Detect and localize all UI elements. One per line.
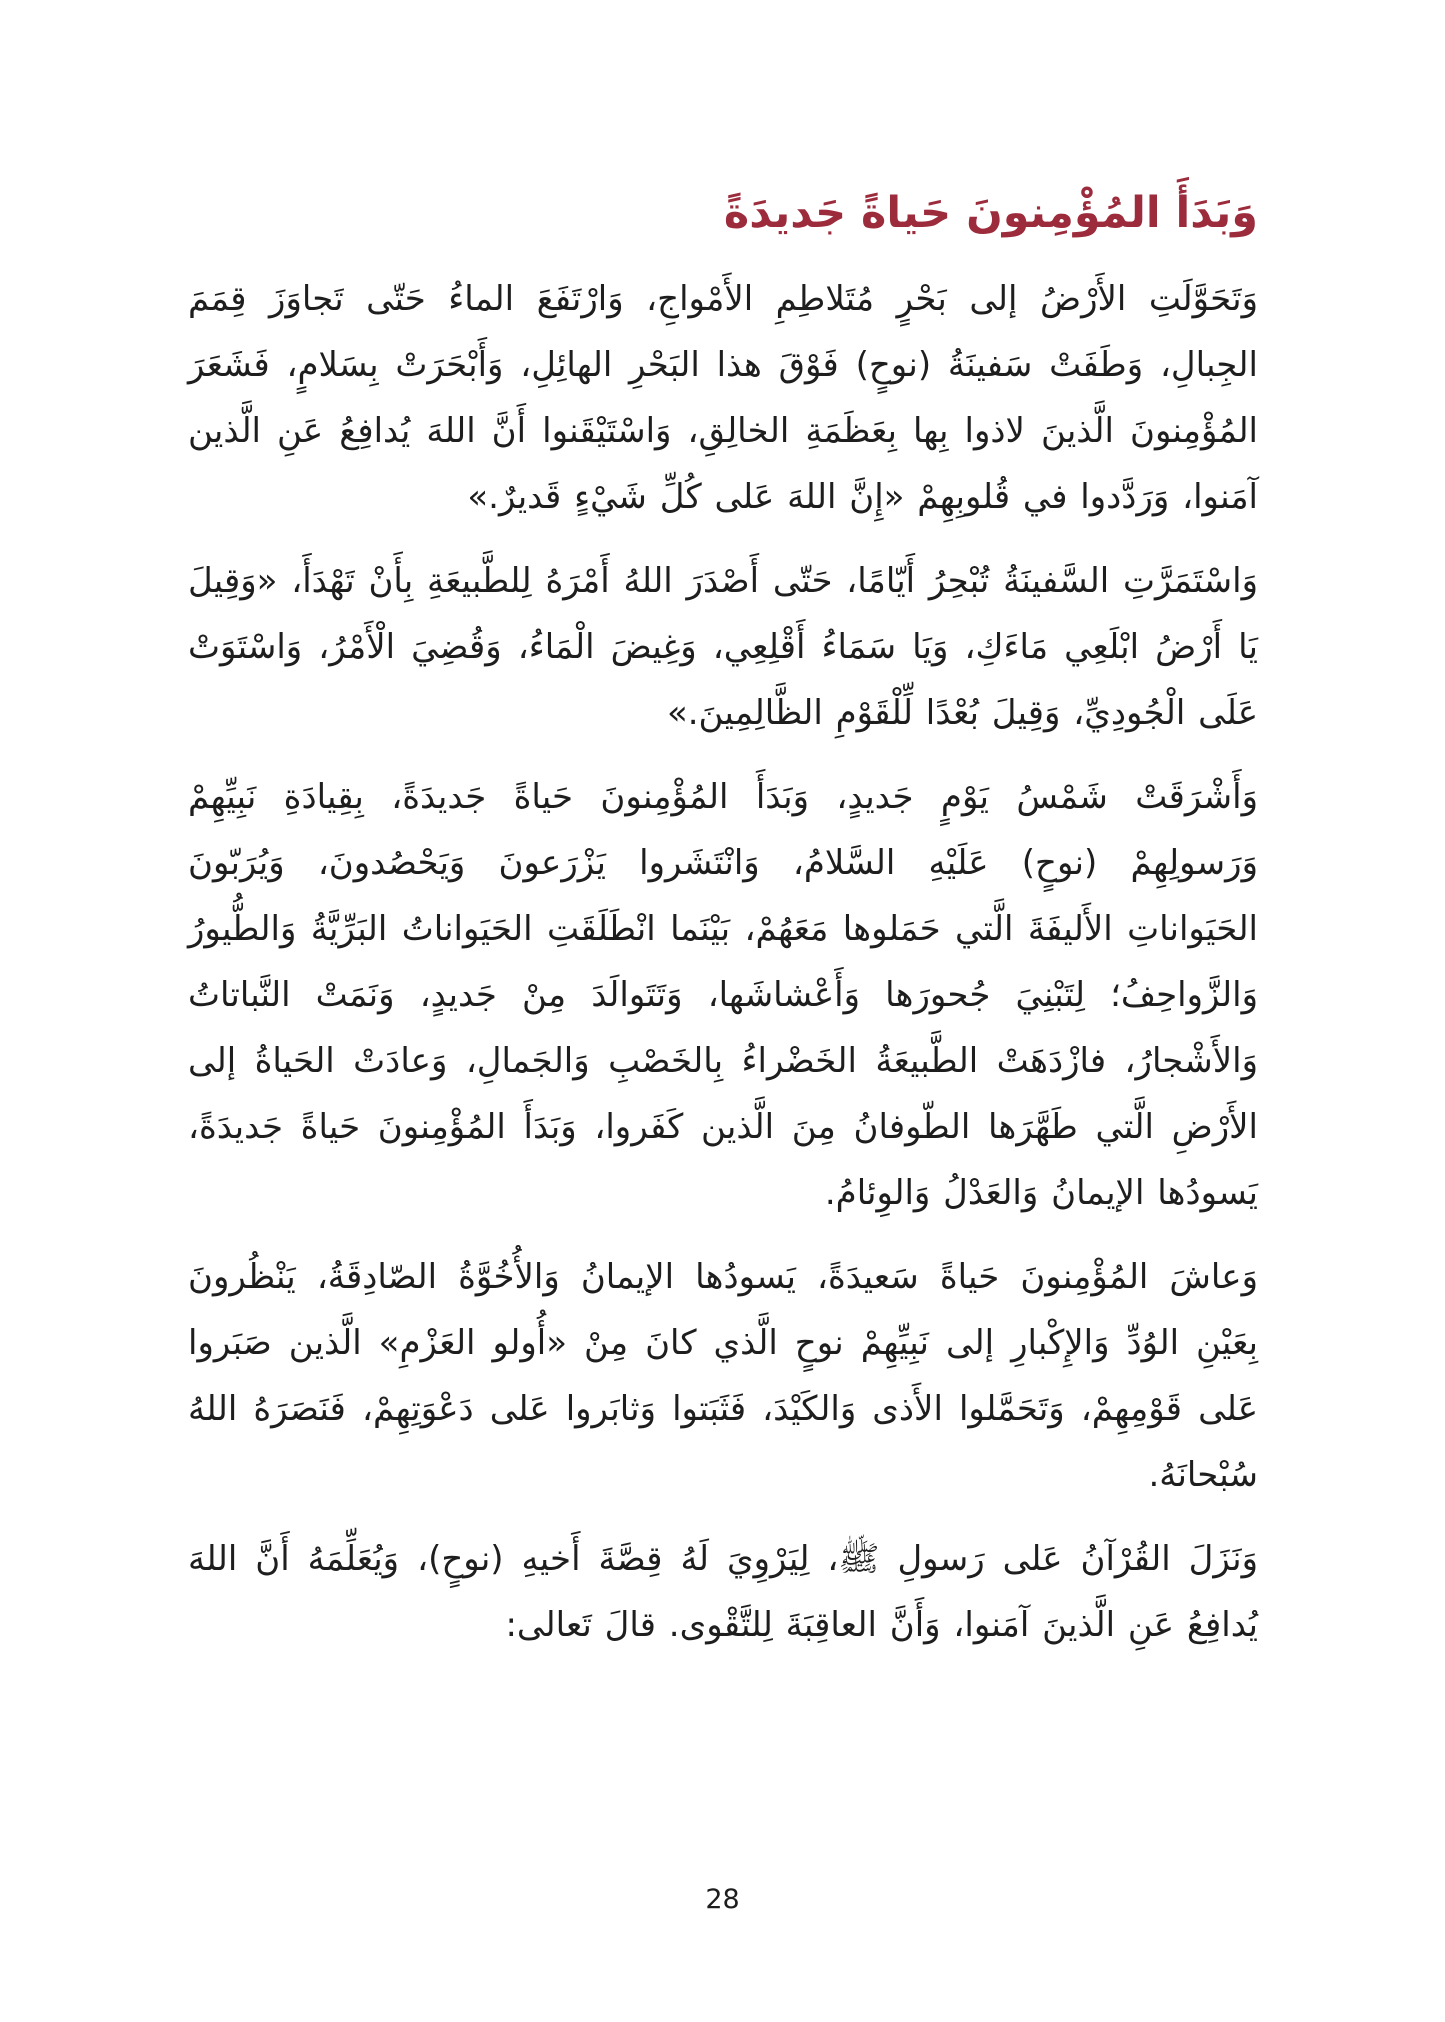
paragraph-new-life: وَأَشْرَقَتْ شَمْسُ يَوْمٍ جَديدٍ، وَبَدَأَ المُؤْمِنونَ حَياةً جَديدَةً، بِقِيادَةِ نَبِيِّهِمْ وَرَسولِهِمْ (نوحٍ) عَلَيْهِ السَّلامُ، وَانْتَشَروا يَزْرَعونَ وَيَحْصُدونَ، وَيُرَبّونَ الحَيَواناتِ الأَليفَةَ الَّتي حَمَلوها مَعَهُمْ، بَيْنَما انْطَلَقَتِ الحَيَواناتُ البَرِّيَّةُ وَالطُّيورُ وَالزَّواحِفُ؛ لِتَبْنِيَ جُحورَها وَأَعْشاشَها، وَتَتَوالَدَ مِنْ جَديدٍ، وَنَمَتْ النَّباتاتُ وَالأَشْجارُ، فازْدَهَتْ الطَّبيعَةُ الخَضْراءُ بِالخَصْبِ وَالجَمالِ، وَعادَتْ الحَياةُ إلى الأَرْضِ الَّتي طَهَّرَها الطّوفانُ مِنَ الَّذين كَفَروا، وَبَدَأَ المُؤْمِنونَ حَياةً جَديدَةً، يَسودُها الإيمانُ وَالعَدْلُ وَالوِئامُ. [188, 777, 1258, 1213]
paragraph-quran: وَنَزَلَ القُرْآنُ عَلى رَسولِ ﷺ، لِيَرْوِيَ لَهُ قِصَّةَ أَخيهِ (نوحٍ)، وَيُعَلِّمَهُ أَنَّ اللهَ يُدافِعُ عَنِ الَّذينَ آمَنوا، وَأَنَّ العاقِبَةَ لِلتَّقْوى. قالَ تَعالى: [188, 1539, 1258, 1645]
chapter-heading: وَبَدَأَ المُؤْمِنونَ حَياةً جَديدَةً [723, 188, 1258, 238]
page-number: 28 [705, 1884, 740, 1915]
paragraph-ship-rests: وَاسْتَمَرَّتِ السَّفينَةُ تُبْحِرُ أَيّامًا، حَتّى أَصْدَرَ اللهُ أَمْرَهُ لِلطَّبيعَةِ بِأَنْ تَهْدَأَ، «وَقِيلَ يَا أَرْضُ ابْلَعِي مَاءَكِ، وَيَا سَمَاءُ أَقْلِعِي، وَغِيضَ الْمَاءُ، وَقُضِيَ الْأَمْرُ، وَاسْتَوَتْ عَلَى الْجُودِيِّ، وَقِيلَ بُعْدًا لِّلْقَوْمِ الظَّالِمِينَ.» [188, 561, 1258, 733]
paragraph-flood: وَتَحَوَّلَتِ الأَرْضُ إلى بَحْرٍ مُتَلاطِمِ الأَمْواجِ، وَارْتَفَعَ الماءُ حَتّى تَجاوَزَ قِمَمَ الجِبالِ، وَطَفَتْ سَفينَةُ (نوحٍ) فَوْقَ هذا البَحْرِ الهائِلِ، وَأَبْحَرَتْ بِسَلامٍ، فَشَعَرَ المُؤْمِنونَ الَّذينَ لاذوا بِها بِعَظَمَةِ الخالِقِ، وَاسْتَيْقَنوا أَنَّ اللهَ يُدافِعُ عَنِ الَّذين آمَنوا، وَرَدَّدوا في قُلوبِهِمْ «إِنَّ اللهَ عَلى كُلِّ شَيْءٍ قَديرٌ.» [188, 279, 1258, 517]
paragraph-happy-life: وَعاشَ المُؤْمِنونَ حَياةً سَعيدَةً، يَسودُها الإيمانُ وَالأُخُوَّةُ الصّادِقَةُ، يَنْظُرونَ بِعَيْنِ الوُدِّ وَالإِكْبارِ إلى نَبِيِّهِمْ نوحٍ الَّذي كانَ مِنْ «أُولو العَزْمِ» الَّذين صَبَروا عَلى قَوْمِهِمْ، وَتَحَمَّلوا الأَذى وَالكَيْدَ، فَثَبَتوا وَثابَروا عَلى دَعْوَتِهِمْ، فَنَصَرَهُ اللهُ سُبْحانَهُ. [188, 1257, 1258, 1495]
page-content [188, 178, 1258, 1676]
